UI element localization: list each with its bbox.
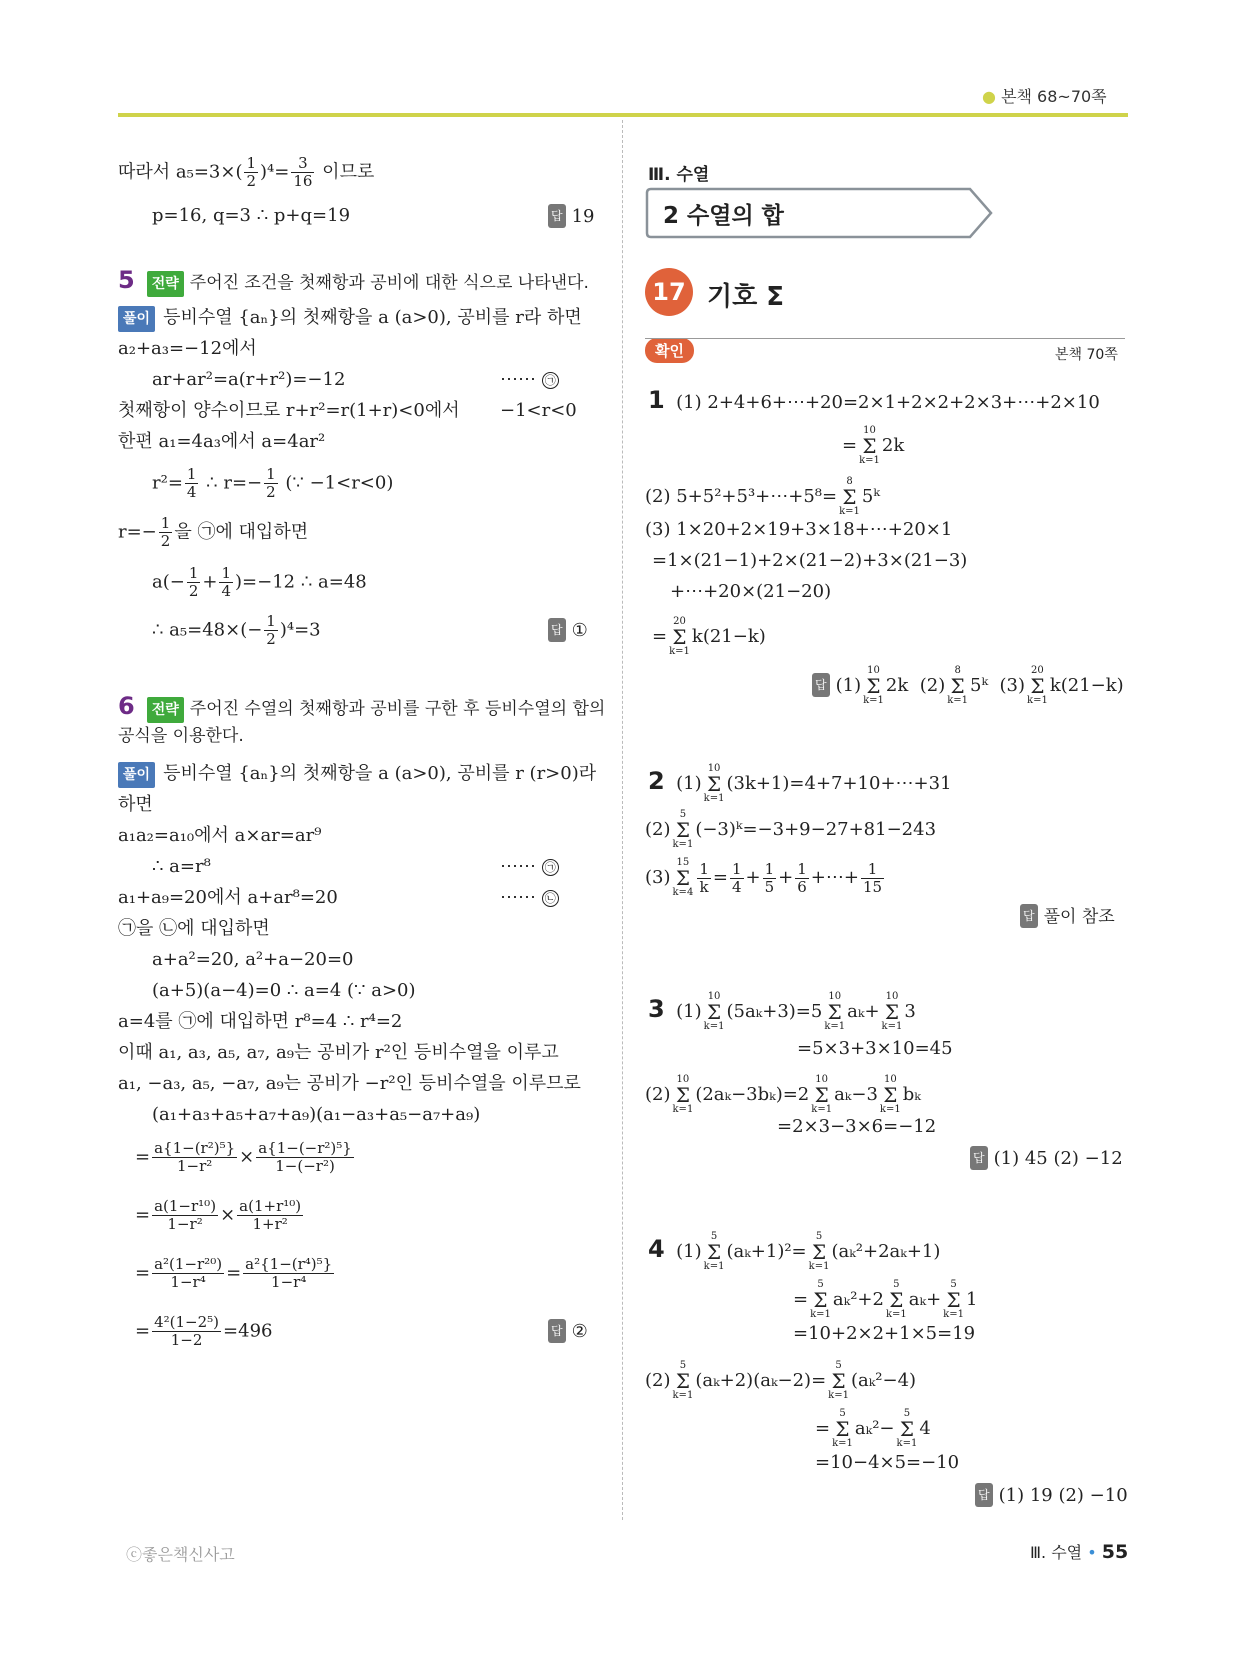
- fraction: $\frac{1}{2}$: [246, 154, 257, 190]
- bullet-icon: ●: [982, 87, 996, 106]
- r2-a: 2 (1)10 Σ k=1(3k+1)=4+7+10+⋯+31: [648, 763, 952, 804]
- r4-b: (2)5 Σ k=1(aₖ+2)(aₖ−2)=5 Σ k=1(aₖ²−4): [645, 1360, 917, 1401]
- p5-l3-mark: ⋯⋯ ㉠: [500, 368, 559, 392]
- p6-l1: 풀이 등비수열 {aₙ}의 첫째항을 a (a>0), 공비를 r (r>0)라: [118, 762, 596, 788]
- problem-number: 6: [118, 692, 135, 720]
- r4-b2: =5 Σ k=1aₖ²−5 Σ k=14: [815, 1408, 931, 1449]
- strategy-tag: 전략: [147, 697, 184, 723]
- r4-answer: 답 (1) 19 (2) −10: [975, 1483, 1128, 1508]
- p5-l3: ar+ar²=a(r+r²)=−12: [152, 369, 346, 390]
- p4-answer: 답 19: [548, 204, 595, 229]
- p6-l4-mark: ⋯⋯ ㉡: [500, 886, 559, 910]
- p5-l1: 풀이 등비수열 {aₙ}의 첫째항을 a (a>0), 공비를 r라 하면: [118, 306, 582, 332]
- r2-b: (2)5 Σ k=1(−3)ᵏ=−3+9−27+81−243: [645, 809, 937, 850]
- r1-b: (2) 5+5²+5³+⋯+5⁸=8 Σ k=15ᵏ: [645, 476, 880, 517]
- r4-a: 4 (1)5 Σ k=1(aₖ+1)²=5 Σ k=1(aₖ²+2aₖ+1): [648, 1231, 941, 1272]
- r3-answer: 답 (1) 45 (2) −12: [970, 1146, 1123, 1171]
- fraction: $\frac{3}{16}$: [293, 154, 313, 190]
- r3-b: (2)10 Σ k=1(2aₖ−3bₖ)=210 Σ k=1aₖ−310 Σ k=1bₖ: [645, 1074, 921, 1115]
- r1-c4: =20 Σ k=1k(21−k): [652, 616, 766, 657]
- problem-number: 4: [648, 1235, 665, 1263]
- solution-tag: 풀이: [118, 306, 155, 332]
- p5-l4: 첫째항이 양수이므로 r+r²=r(1+r)<0에서: [118, 400, 460, 421]
- bullet-icon: •: [1087, 1543, 1097, 1562]
- p4-line2: p=16, q=3 ∴ p+q=19: [152, 205, 351, 226]
- p6-l8: a=4를 ㉠에 대입하면 r⁸=4 ∴ r⁴=2: [118, 1011, 403, 1032]
- r2-c: (3)15 Σ k=4 $\frac{1}{k}$ = $\frac{1}{4}$ + $\frac{1}{5}$ + $\frac{1}{6}$ +⋯+ $\frac{1}{15}$: [645, 857, 883, 898]
- r4-a3: =10+2×2+1×5=19: [793, 1323, 976, 1344]
- p6-header: [118, 694, 605, 723]
- p5-l7: r=− $\frac{1}{2}$ 을 ㉠에 대입하면: [118, 514, 309, 550]
- p5-header: [118, 268, 589, 297]
- confirm-rule: [645, 338, 1125, 339]
- p6-f3: = $\frac{\text{a²(1−r²⁰)}}{\text{1−r⁴}}$ = $\frac{\text{a²\{1−(r⁴)⁵\}}}{\text{1−r⁴}}$: [135, 1255, 333, 1291]
- strategy-text: 주어진 수열의 첫째항과 공비를 구한 후 등비수열의 합의: [189, 699, 606, 719]
- p6-l7: (a+5)(a−4)=0 ∴ a=4 (∵ a>0): [152, 980, 416, 1001]
- p6-l2: a₁a₂=a₁₀에서 a×ar=ar⁹: [118, 825, 322, 846]
- p5-answer: 답 ①: [548, 618, 588, 643]
- r1-answer: 답 (1)10 Σ k=12k (2)8 Σ k=15ᵏ (3)20 Σ k=1k(21−k): [812, 666, 1124, 706]
- p6-l9: 이때 a₁, a₃, a₅, a₇, a₉는 공비가 r²인 등비수열을 이루고: [118, 1042, 559, 1063]
- p6-l1b: 하면: [118, 794, 153, 815]
- p6-f2: = $\frac{\text{a(1−r¹⁰)}}{\text{1−r²}}$ × $\frac{\text{a(1+r¹⁰)}}{\text{1+r²}}$: [135, 1197, 302, 1233]
- r3-a: 3 (1)10 Σ k=1(5aₖ+3)=510 Σ k=1aₖ+10 Σ k=13: [648, 991, 916, 1032]
- p5-l8: a(− $\frac{1}{2}$ + $\frac{1}{4}$ )=−12 ∴ a=48: [152, 564, 367, 600]
- section-title: 2 수열의 합: [663, 203, 784, 229]
- p6-l10: a₁, −a₃, a₅, −a₇, a₉는 공비가 −r²인 등비수열을 이루므로: [118, 1073, 581, 1094]
- topic-title: 기호 Σ: [707, 282, 785, 312]
- confirm-tag: 확인: [645, 338, 694, 363]
- page-ref: ● 본책 68~70쪽: [982, 87, 1107, 106]
- strategy-text: 주어진 조건을 첫째항과 공비에 대한 식으로 나타낸다.: [189, 273, 589, 293]
- p5-l5: 한편 a₁=4a₃에서 a=4ar²: [118, 431, 326, 452]
- p6-l3-mark: ⋯⋯ ㉠: [500, 855, 559, 879]
- p6-answer: 답 ②: [548, 1319, 588, 1344]
- header-rule: [118, 113, 1128, 117]
- p6-l3: ∴ a=r⁸: [152, 856, 211, 877]
- r2-answer: 답 풀이 참조: [1020, 904, 1115, 929]
- solution-tag: 풀이: [118, 762, 155, 788]
- problem-number: 2: [648, 767, 665, 795]
- p5-l9: ∴ a₅=48×(− $\frac{1}{2}$ )⁴=3: [152, 612, 321, 648]
- r1-a2: =10 Σ k=12k: [842, 425, 905, 466]
- r3-b2: =2×3−3×6=−12: [777, 1116, 937, 1137]
- p4-line1: 따라서 a₅=3×( $\frac{1}{2}$ )⁴= $\frac{3}{16}$ 이므로: [118, 154, 375, 190]
- r4-b3: =10−4×5=−10: [815, 1452, 960, 1473]
- r1-a1: 1 (1) 2+4+6+⋯+20=2×1+2×2+2×3+⋯+2×10: [648, 386, 1100, 414]
- p6-l11: (a₁+a₃+a₅+a₇+a₉)(a₁−a₃+a₅−a₇+a₉): [152, 1104, 481, 1125]
- strategy-tag: 전략: [147, 271, 184, 297]
- confirm-ref: 본책 70쪽: [1055, 347, 1118, 363]
- problem-number: 3: [648, 995, 665, 1023]
- r1-c3: +⋯+20×(21−20): [670, 581, 832, 602]
- chapter-label: Ⅲ. 수열: [648, 165, 710, 185]
- p6-l5: ㉠을 ㉡에 대입하면: [118, 918, 270, 939]
- p5-l2: a₂+a₃=−12에서: [118, 338, 257, 359]
- column-divider: [622, 120, 623, 1520]
- publisher: ⓒ좋은책신사고: [126, 1545, 235, 1564]
- r4-a2: =5 Σ k=1aₖ²+25 Σ k=1aₖ+5 Σ k=11: [793, 1279, 978, 1320]
- problem-number: 1: [648, 386, 665, 414]
- r3-a2: =5×3+3×10=45: [797, 1038, 953, 1059]
- p6-strategy2: 공식을 이용한다.: [118, 726, 244, 746]
- p6-l6: a+a²=20, a²+a−20=0: [152, 949, 354, 970]
- problem-number: 5: [118, 266, 135, 294]
- p6-f4: = $\frac{\text{4²(1−2⁵)}}{1-2}$ =496: [135, 1313, 273, 1349]
- r1-c2: =1×(21−1)+2×(21−2)+3×(21−3): [652, 550, 968, 571]
- r1-c1: (3) 1×20+2×19+3×18+⋯+20×1: [645, 519, 953, 540]
- p5-l4-right: −1<r<0: [500, 400, 577, 421]
- footer-page: Ⅲ. 수열 • 55: [1030, 1541, 1129, 1563]
- topic-badge: 17: [645, 268, 693, 316]
- p6-l4: a₁+a₉=20에서 a+ar⁸=20: [118, 887, 338, 908]
- p5-l6: r²= $\frac{1}{4}$ ∴ r=− $\frac{1}{2}$ (∵ −1<r<0): [152, 465, 394, 501]
- p6-f1: = $\frac{\text{a\{1−(r²)⁵\}}}{\text{1−r²}}$ × $\frac{\text{a\{1−(−r²)⁵\}}}{\text{1−(−r²)}}$: [135, 1139, 352, 1175]
